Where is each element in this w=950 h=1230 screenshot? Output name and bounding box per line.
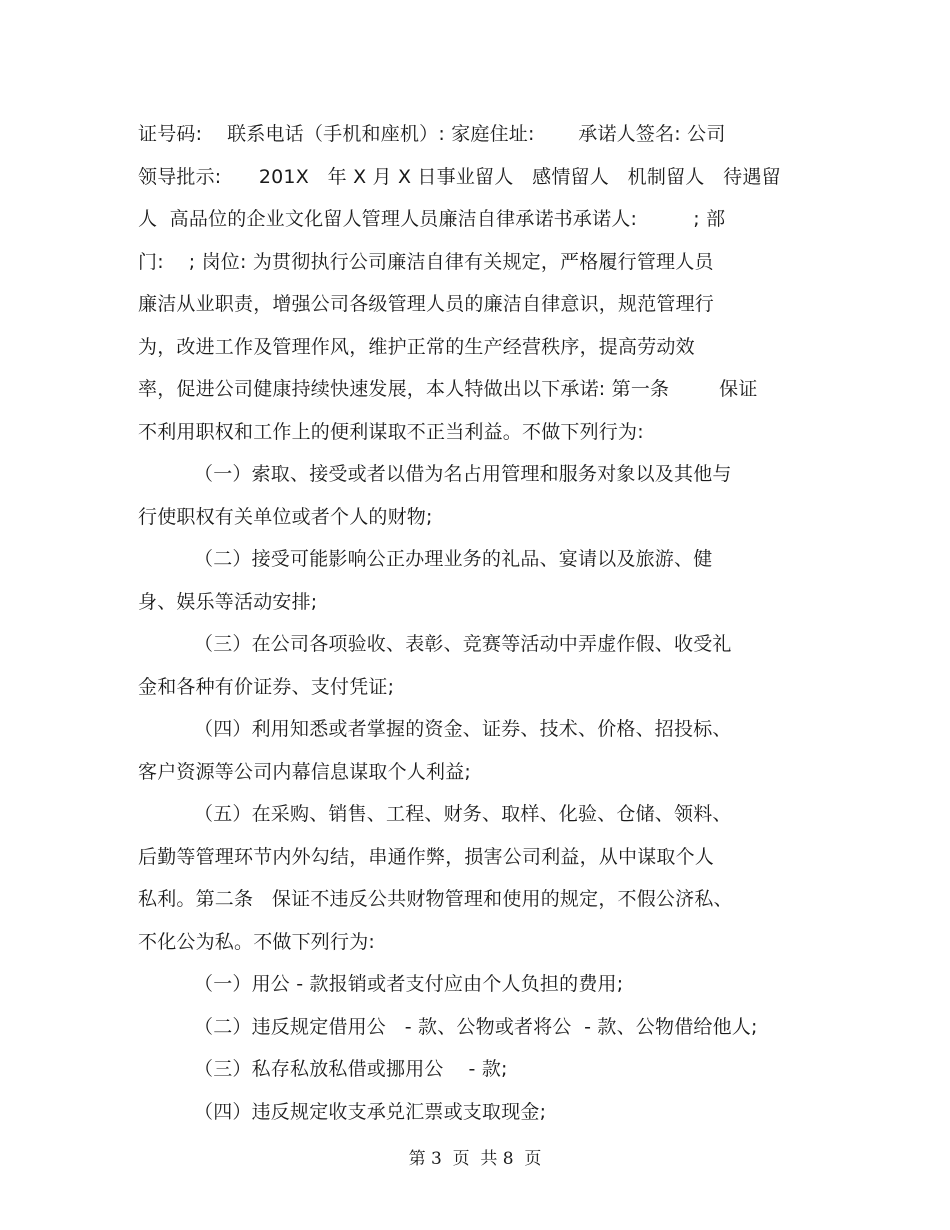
page-footer: [0, 1144, 950, 1169]
text-line: （五）在采购、销售、工程、财务、取样、化验、仓储、领料、: [194, 803, 732, 825]
text-line: 身、娱乐等活动安排;: [138, 590, 318, 613]
text-line: 门: ; 岗位: 为贯彻执行公司廉洁自律有关规定，严格履行管理人员: [138, 250, 714, 273]
text-line: 证号码: 联系电话（手机和座机）: 家庭住址: 承诺人签名: 公司: [138, 123, 726, 145]
text-line: 客户资源等公司内幕信息谋取个人利益;: [138, 760, 472, 783]
text-line: 不化公为私。不做下列行为:: [138, 930, 376, 953]
text-line: （一）用公 - 款报销或者支付应由个人负担的费用;: [194, 973, 624, 995]
page-number: 第 3 页 共 8 页: [408, 1149, 542, 1169]
text-line: （三）私存私放私借或挪用公 - 款;: [194, 1058, 508, 1080]
text-line: 人 高品位的企业文化留人管理人员廉洁自律承诺书承诺人: ; 部: [138, 208, 726, 230]
text-line: 率，促进公司健康持续快速发展，本人特做出以下承诺: 第一条 保证: [138, 378, 758, 400]
text-line: 行使职权有关单位或者个人的财物;: [138, 505, 433, 528]
text-line: 私利。第二条 保证不违反公共财物管理和使用的规定，不假公济私、: [138, 888, 733, 910]
text-line: 后勤等管理环节内外勾结，串通作弊，损害公司利益，从中谋取个人: [138, 845, 715, 868]
text-line: （四）利用知悉或者掌握的资金、证券、技术、价格、招投标、: [194, 718, 732, 740]
text-line: 廉洁从业职责，增强公司各级管理人员的廉洁自律意识，规范管理行: [138, 293, 715, 315]
text-line: 领导批示: 201X 年 X 月 X 日事业留人 感情留人 机制留人 待遇留: [138, 165, 781, 188]
text-line: （二）违反规定借用公 - 款、公物或者将公 - 款、公物借给他人;: [194, 1015, 758, 1038]
text-line: （一）索取、接受或者以借为名占用管理和服务对象以及其他与: [194, 463, 732, 485]
text-line: 不利用职权和工作上的便利谋取不正当利益。不做下列行为:: [138, 420, 644, 443]
text-line: 为，改进工作及管理作风，维护正常的生产经营秩序，提高劳动效: [138, 335, 695, 358]
text-line: （四）违反规定收支承兑汇票或支取现金;: [194, 1100, 547, 1123]
text-line: 金和各种有价证券、支付凭证;: [138, 675, 395, 698]
document-body: [138, 113, 818, 1133]
text-line: （二）接受可能影响公正办理业务的礼品、宴请以及旅游、健: [194, 548, 713, 570]
text-line: （三）在公司各项验收、表彰、竞赛等活动中弄虚作假、收受礼: [194, 633, 732, 655]
